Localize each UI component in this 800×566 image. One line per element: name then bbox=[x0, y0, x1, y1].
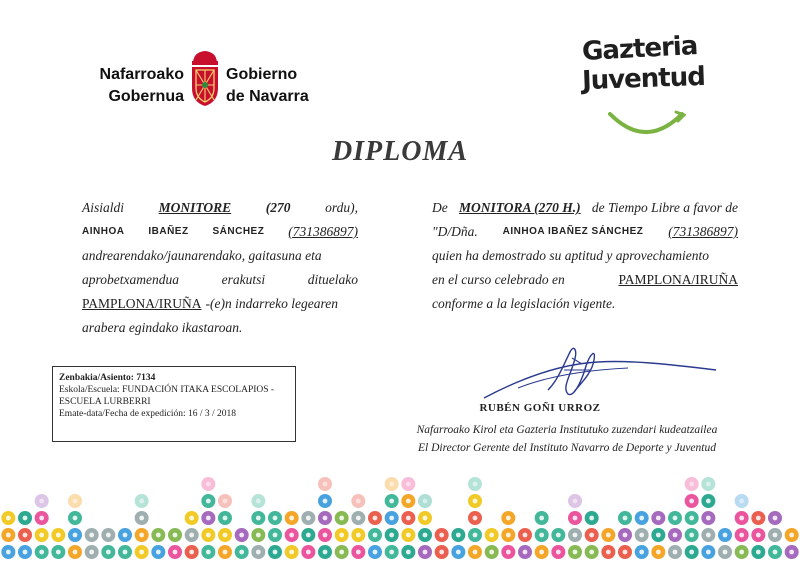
es-monitora: MONITORA (270 H.) bbox=[458, 200, 581, 215]
eu-line-4 bbox=[82, 268, 358, 292]
escuela-value-1: FUNDACIÓN ITAKA ESCOLAPIOS - bbox=[122, 385, 275, 395]
decorative-dot-glyph bbox=[423, 516, 428, 521]
fecha-value: 16 / 3 / 2018 bbox=[187, 409, 237, 419]
decorative-dot-glyph bbox=[673, 516, 678, 521]
decorative-dot-glyph bbox=[206, 499, 211, 504]
handwritten-signature bbox=[478, 340, 718, 406]
decorative-dot-glyph bbox=[739, 499, 744, 504]
decorative-dot-glyph bbox=[6, 533, 11, 538]
navarra-coat-of-arms-icon bbox=[188, 48, 222, 108]
decorative-dot-glyph bbox=[706, 550, 711, 555]
escuela-value-2: ESCUELA LURBERRI bbox=[59, 397, 151, 407]
decorative-dot-glyph bbox=[223, 516, 228, 521]
decorative-dot-glyph bbox=[389, 516, 394, 521]
decorative-dot-glyph bbox=[656, 516, 661, 521]
decorative-dot-glyph bbox=[439, 533, 444, 538]
decorative-dot-glyph bbox=[139, 533, 144, 538]
decorative-dot-glyph bbox=[423, 550, 428, 555]
decorative-dot-glyph bbox=[589, 516, 594, 521]
decorative-dot-glyph bbox=[206, 533, 211, 538]
decorative-dot-glyph bbox=[706, 516, 711, 521]
eu-text-4b: erakutsi bbox=[221, 272, 266, 287]
decorative-dot-glyph bbox=[6, 550, 11, 555]
decorative-dot-glyph bbox=[89, 550, 94, 555]
decorative-icon-band bbox=[0, 462, 800, 562]
gov-right-line1: Gobierno bbox=[226, 66, 298, 83]
decorative-dot-glyph bbox=[539, 533, 544, 538]
es-text-1: de Tiempo Libre a favor de bbox=[591, 200, 738, 215]
decorative-dot-glyph bbox=[739, 516, 744, 521]
decorative-dot-glyph bbox=[456, 533, 461, 538]
eu-text-5: -(e)n indarreko legearen bbox=[205, 296, 338, 311]
decorative-dot-glyph bbox=[189, 516, 194, 521]
decorative-dot-glyph bbox=[739, 533, 744, 538]
eu-text-3: andrearendako/jaunarendako, gaitasuna eta bbox=[82, 248, 322, 263]
decorative-dot-glyph bbox=[556, 550, 561, 555]
decorative-dot-glyph bbox=[173, 550, 178, 555]
eu-text-6: arabera egindako ikastaroan. bbox=[82, 320, 243, 335]
es-place: PAMPLONA/IRUÑA bbox=[618, 272, 738, 287]
decorative-dot-glyph bbox=[223, 533, 228, 538]
decorative-dot-glyph bbox=[139, 516, 144, 521]
decorative-dot-glyph bbox=[773, 533, 778, 538]
decorative-dot-glyph bbox=[723, 533, 728, 538]
decorative-dot-glyph bbox=[73, 499, 78, 504]
asiento-value: 7134 bbox=[136, 373, 156, 383]
decorative-dot-glyph bbox=[473, 533, 478, 538]
decorative-dot-glyph bbox=[589, 550, 594, 555]
decorative-dot-glyph bbox=[206, 516, 211, 521]
spanish-text-column bbox=[432, 196, 738, 316]
decorative-dot-glyph bbox=[406, 516, 411, 521]
decorative-dot-glyph bbox=[239, 533, 244, 538]
decorative-dot-glyph bbox=[623, 533, 628, 538]
decorative-dot-glyph bbox=[473, 516, 478, 521]
asiento-label: Zenbakia/Asiento: bbox=[59, 373, 134, 383]
decorative-dot-glyph bbox=[589, 533, 594, 538]
decorative-dot-glyph bbox=[556, 533, 561, 538]
decorative-dot-glyph bbox=[373, 516, 378, 521]
decorative-dot-glyph bbox=[473, 550, 478, 555]
decorative-dot-glyph bbox=[439, 550, 444, 555]
registry-escuela bbox=[59, 384, 289, 396]
decorative-dot-glyph bbox=[223, 550, 228, 555]
registry-escuela-cont bbox=[59, 396, 289, 408]
decorative-dot-glyph bbox=[656, 550, 661, 555]
gov-left-line1: Nafarroako bbox=[99, 66, 184, 83]
es-id-number: (731386897) bbox=[668, 224, 738, 239]
gj-logo-line2: Juventud bbox=[581, 61, 706, 97]
decorative-dot-glyph bbox=[639, 533, 644, 538]
gov-logo-basque-text bbox=[88, 64, 184, 108]
decorative-dot-glyph bbox=[56, 550, 61, 555]
eu-place: PAMPLONA/IRUÑA bbox=[82, 296, 202, 311]
decorative-dot-glyph bbox=[39, 533, 44, 538]
decorative-dot-glyph bbox=[156, 533, 161, 538]
eu-aisialdi: Aisialdi bbox=[82, 200, 125, 215]
eu-line-3 bbox=[82, 244, 358, 268]
decorative-dot-glyph bbox=[123, 550, 128, 555]
decorative-dot-glyph bbox=[323, 499, 328, 504]
decorative-dot-glyph bbox=[223, 499, 228, 504]
decorative-dot-glyph bbox=[539, 550, 544, 555]
decorative-dot-glyph bbox=[423, 533, 428, 538]
decorative-dot-glyph bbox=[789, 550, 794, 555]
decorative-dot-glyph bbox=[506, 550, 511, 555]
eu-name-third: SÁNCHEZ bbox=[212, 226, 265, 237]
decorative-dot-glyph bbox=[656, 533, 661, 538]
decorative-dot-glyph bbox=[339, 550, 344, 555]
es-de: De bbox=[432, 200, 448, 215]
decorative-dot-glyph bbox=[773, 516, 778, 521]
es-dona: "D/Dña. bbox=[432, 224, 478, 239]
signer-name: RUBÉN GOÑI URROZ bbox=[479, 402, 601, 414]
decorative-dot-glyph bbox=[573, 499, 578, 504]
decorative-dot-glyph bbox=[673, 550, 678, 555]
es-line-1 bbox=[432, 196, 738, 220]
es-text-3: quien ha demostrado su aptitud y aprovechamiento bbox=[432, 248, 709, 263]
decorative-dot-glyph bbox=[39, 499, 44, 504]
decorative-dot-glyph bbox=[506, 516, 511, 521]
es-text-4: en el curso celebrado en bbox=[432, 272, 565, 287]
decorative-dot-glyph bbox=[473, 482, 478, 487]
decorative-dot-glyph bbox=[256, 533, 261, 538]
decorative-dot-glyph bbox=[323, 550, 328, 555]
decorative-dot-glyph bbox=[723, 550, 728, 555]
decorative-dot-glyph bbox=[423, 499, 428, 504]
decorative-dot-glyph bbox=[139, 499, 144, 504]
decorative-dot-glyph bbox=[456, 550, 461, 555]
decorative-dot-glyph bbox=[339, 516, 344, 521]
decorative-dot-glyph bbox=[673, 533, 678, 538]
decorative-dot-glyph bbox=[56, 533, 61, 538]
decorative-dot-glyph bbox=[23, 516, 28, 521]
decorative-dot-glyph bbox=[623, 516, 628, 521]
decorative-dot-glyph bbox=[73, 533, 78, 538]
decorative-dot-glyph bbox=[756, 550, 761, 555]
gj-logo-line1: Gazteria bbox=[581, 31, 699, 67]
decorative-dot-glyph bbox=[6, 516, 11, 521]
decorative-dot-glyph bbox=[189, 533, 194, 538]
decorative-dot-glyph bbox=[256, 499, 261, 504]
decorative-dot-glyph bbox=[689, 482, 694, 487]
signer-role-basque: Nafarroako Kirol eta Gazteria Institutuko zuzendari kudeatzailea bbox=[416, 424, 718, 436]
decorative-dot-glyph bbox=[356, 533, 361, 538]
decorative-dot-glyph bbox=[789, 533, 794, 538]
decorative-dot-glyph bbox=[389, 499, 394, 504]
registry-box bbox=[52, 366, 296, 442]
eu-name-second: IBAÑEZ bbox=[148, 226, 189, 237]
decorative-dot-glyph bbox=[356, 499, 361, 504]
es-name: AINHOA IBAÑEZ SÁNCHEZ bbox=[502, 226, 644, 237]
decorative-dot-glyph bbox=[756, 533, 761, 538]
decorative-dot-glyph bbox=[73, 516, 78, 521]
decorative-dot-glyph bbox=[356, 516, 361, 521]
decorative-dot-glyph bbox=[373, 550, 378, 555]
decorative-dot-glyph bbox=[539, 516, 544, 521]
signer-role-spanish: El Director Gerente del Instituto Navarro de Deporte y Juventud bbox=[418, 442, 716, 454]
decorative-dot-glyph bbox=[773, 550, 778, 555]
eu-line-2 bbox=[82, 220, 358, 244]
decorative-dot-glyph bbox=[573, 516, 578, 521]
decorative-dot-glyph bbox=[406, 533, 411, 538]
decorative-dot-glyph bbox=[306, 533, 311, 538]
decorative-dot-glyph bbox=[123, 533, 128, 538]
decorative-dot-glyph bbox=[156, 550, 161, 555]
decorative-dot-glyph bbox=[706, 533, 711, 538]
decorative-dot-glyph bbox=[606, 533, 611, 538]
eu-monitore: MONITORE bbox=[158, 200, 232, 215]
gov-logo-spanish-text bbox=[226, 64, 326, 108]
decorative-dot-glyph bbox=[23, 550, 28, 555]
decorative-dot-glyph bbox=[73, 550, 78, 555]
decorative-dot-glyph bbox=[489, 550, 494, 555]
es-line-4 bbox=[432, 268, 738, 292]
decorative-dot-glyph bbox=[39, 516, 44, 521]
decorative-dot-glyph bbox=[639, 516, 644, 521]
decorative-dot-glyph bbox=[473, 499, 478, 504]
decorative-dot-glyph bbox=[206, 482, 211, 487]
decorative-dot-glyph bbox=[606, 550, 611, 555]
decorative-dot-glyph bbox=[389, 482, 394, 487]
decorative-dot-glyph bbox=[273, 550, 278, 555]
decorative-dot-glyph bbox=[339, 533, 344, 538]
registry-asiento bbox=[59, 372, 289, 384]
decorative-dot-glyph bbox=[406, 550, 411, 555]
diploma-title: DIPLOMA bbox=[331, 136, 469, 167]
es-line-3 bbox=[432, 244, 738, 268]
decorative-dot-glyph bbox=[689, 533, 694, 538]
decorative-dot-glyph bbox=[39, 550, 44, 555]
decorative-dot-glyph bbox=[323, 516, 328, 521]
gov-right-line2: de Navarra bbox=[226, 88, 309, 105]
gobierno-navarra-logo bbox=[88, 46, 320, 112]
decorative-dot-glyph bbox=[623, 550, 628, 555]
eu-ordu: ordu), bbox=[325, 200, 358, 215]
eu-name-first: AINHOA bbox=[82, 226, 125, 237]
decorative-dot-glyph bbox=[406, 499, 411, 504]
eu-hours: (270 bbox=[265, 200, 291, 215]
decorative-dot-glyph bbox=[289, 516, 294, 521]
basque-text-column bbox=[82, 196, 358, 340]
decorative-dot-glyph bbox=[173, 533, 178, 538]
decorative-dot-glyph bbox=[89, 533, 94, 538]
eu-line-5 bbox=[82, 292, 358, 316]
decorative-dot-glyph bbox=[273, 533, 278, 538]
registry-fecha bbox=[59, 408, 289, 420]
decorative-dot-glyph bbox=[406, 482, 411, 487]
decorative-dot-glyph bbox=[256, 550, 261, 555]
eu-line-1 bbox=[82, 196, 358, 220]
decorative-dot-glyph bbox=[489, 533, 494, 538]
decorative-dot-glyph bbox=[289, 550, 294, 555]
decorative-dot-glyph bbox=[206, 550, 211, 555]
eu-line-6 bbox=[82, 316, 358, 340]
decorative-dot-glyph bbox=[189, 550, 194, 555]
decorative-dot-glyph bbox=[256, 516, 261, 521]
decorative-dot-glyph bbox=[306, 516, 311, 521]
decorative-dot-glyph bbox=[523, 533, 528, 538]
decorative-dot-glyph bbox=[323, 533, 328, 538]
decorative-dot-glyph bbox=[506, 533, 511, 538]
decorative-dot-glyph bbox=[273, 516, 278, 521]
decorative-dot-glyph bbox=[689, 499, 694, 504]
decorative-dot-glyph bbox=[389, 550, 394, 555]
es-line-5 bbox=[432, 292, 738, 316]
gazteria-juventud-logo bbox=[578, 32, 708, 142]
decorative-dot-glyph bbox=[306, 550, 311, 555]
decorative-dot-glyph bbox=[573, 533, 578, 538]
es-line-2 bbox=[432, 220, 738, 244]
decorative-dot-glyph bbox=[289, 533, 294, 538]
decorative-dot-glyph bbox=[573, 550, 578, 555]
decorative-dot-glyph bbox=[139, 550, 144, 555]
decorative-dot-glyph bbox=[356, 550, 361, 555]
decorative-dot-glyph bbox=[523, 550, 528, 555]
decorative-dot-glyph bbox=[706, 482, 711, 487]
decorative-dot-glyph bbox=[373, 533, 378, 538]
decorative-dot-glyph bbox=[106, 533, 111, 538]
eu-text-4c: dituelako bbox=[307, 272, 358, 287]
fecha-label: Emate-data/Fecha de expedición: bbox=[59, 409, 186, 419]
decorative-dot-glyph bbox=[706, 499, 711, 504]
decorative-dot-glyph bbox=[23, 533, 28, 538]
decorative-dot-glyph bbox=[389, 533, 394, 538]
decorative-dot-glyph bbox=[756, 516, 761, 521]
decorative-dot-glyph bbox=[239, 550, 244, 555]
escuela-label: Eskola/Escuela: bbox=[59, 385, 120, 395]
decorative-dot-glyph bbox=[323, 482, 328, 487]
gov-left-line2: Gobernua bbox=[108, 88, 184, 105]
decorative-dot-glyph bbox=[689, 550, 694, 555]
eu-text-4a: aprobetxamendua bbox=[82, 272, 179, 287]
es-text-5: conforme a la legislación vigente. bbox=[432, 296, 616, 311]
decorative-dot-glyph bbox=[639, 550, 644, 555]
eu-id-number: (731386897) bbox=[288, 224, 358, 239]
decorative-dot-glyph bbox=[739, 550, 744, 555]
decorative-dot-glyph bbox=[689, 516, 694, 521]
decorative-dot-glyph bbox=[106, 550, 111, 555]
